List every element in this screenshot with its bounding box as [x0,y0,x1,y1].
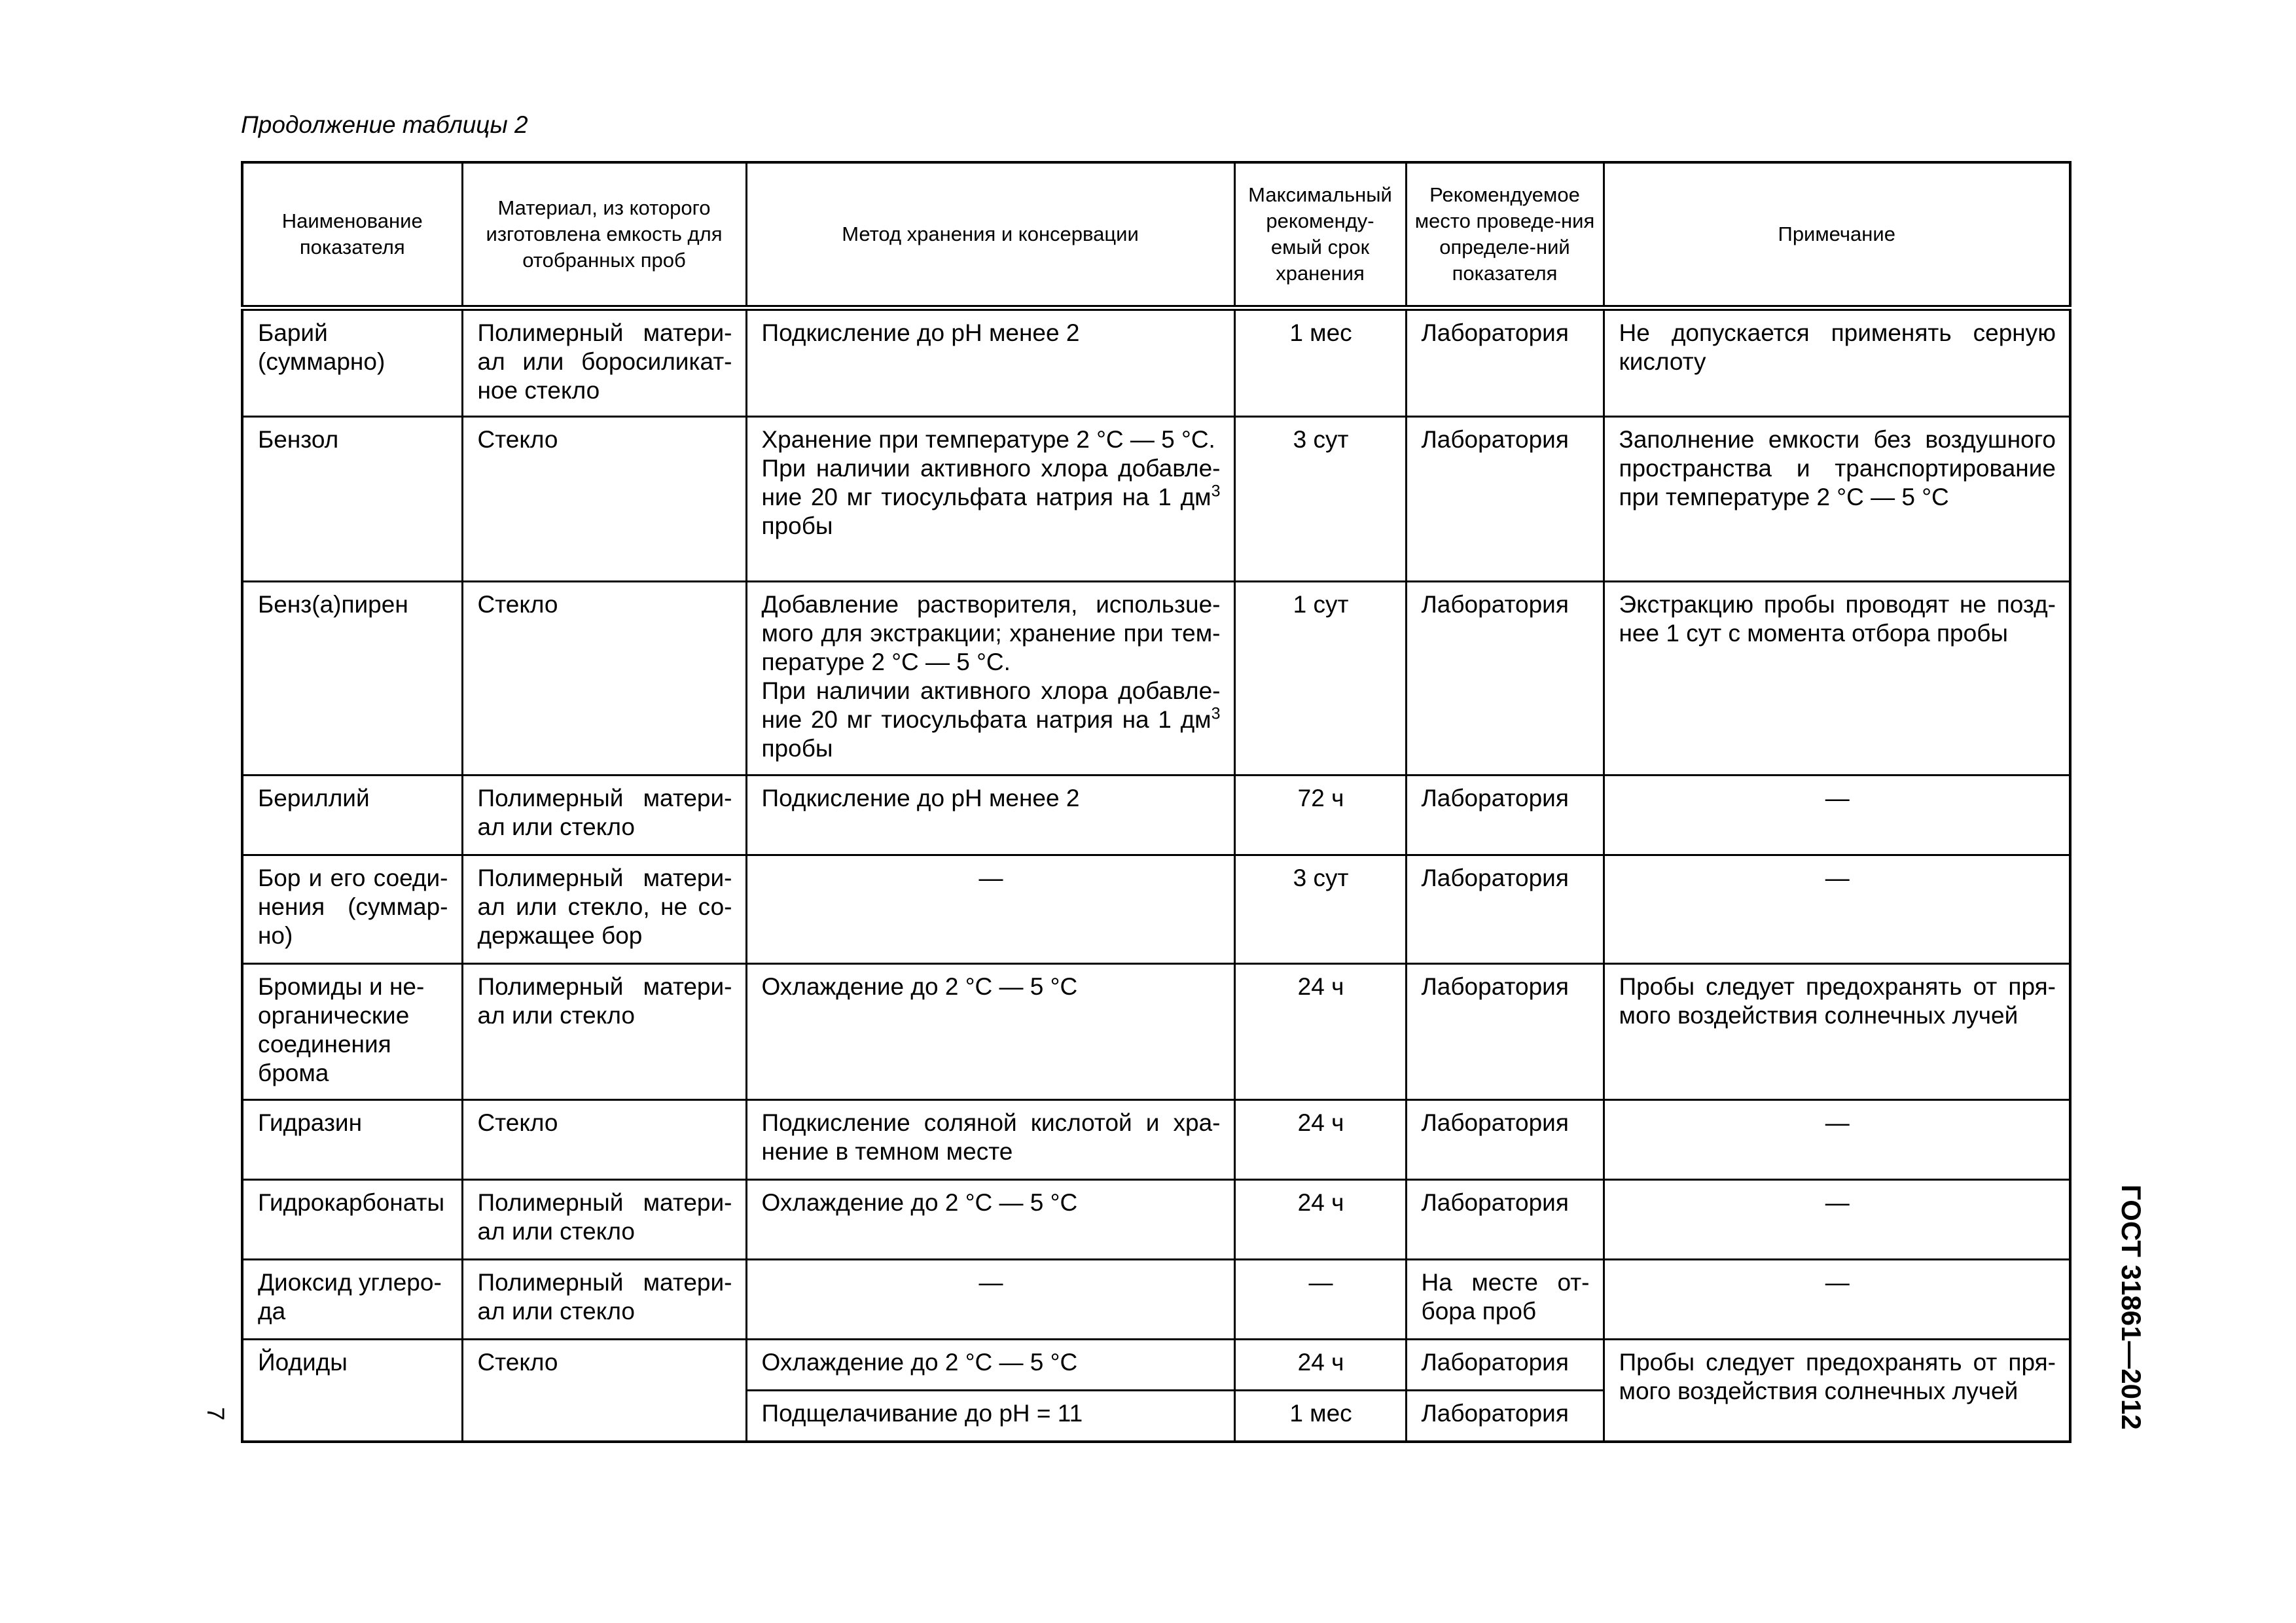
table-row [242,1180,2070,1260]
cell-place: Лаборатория [1406,1391,1604,1442]
cell-name: Бериллий [242,776,462,855]
cell-place: Лаборатория [1406,582,1604,776]
cell-material: Полимерный матери-ал или стекло, не со-держащее бор [462,855,746,964]
cell-method: Подкисление соляной кислотой и хра-нение в темном месте [746,1100,1234,1180]
cell-name: Гидрокарбонаты [242,1180,462,1260]
header-note: Примечание [1604,162,2070,308]
cell-name: Бензол [242,417,462,582]
table-row [242,417,2070,582]
cell-term: 24 ч [1234,1340,1406,1391]
cell-place: Лаборатория [1406,776,1604,855]
header-material: Материал, из которого изготовлена емкость для отобранных проб [462,162,746,308]
header-method: Метод хранения и консервации [746,162,1234,308]
table-row [242,964,2070,1100]
cell-material: Стекло [462,1340,746,1442]
cell-method: Охлаждение до 2 °С — 5 °С [746,964,1234,1100]
table-row [242,582,2070,776]
cell-note: Заполнение емкости без воздушного пространства и транспортирование при температуре 2 °С — 5 °С [1604,417,2070,582]
cell-note: — [1604,1180,2070,1260]
storage-table [241,161,2072,1443]
cell-method [746,582,1234,776]
cell-material: Полимерный матери-ал или боросиликат-ное стекло [462,308,746,417]
superscript: 3 [1211,482,1221,501]
cell-name: Барий (суммарно) [242,308,462,417]
cell-note: — [1604,1260,2070,1340]
method-paragraph: При наличии активного хлора добавле-ние 20 мг тиосульфата натрия на 1 $дм^3$ пробы [761,455,1221,539]
cell-place: Лаборатория [1406,1340,1604,1391]
cell-material: Стекло [462,582,746,776]
table-row [242,1340,2070,1391]
cell-term: 24 ч [1234,1180,1406,1260]
cell-place: Лаборатория [1406,964,1604,1100]
cell-method: — [746,855,1234,964]
cell-method: Охлаждение до 2 °С — 5 °С [746,1180,1234,1260]
header-place: Рекомендуемое место проведе-ния определе-ний показателя [1406,162,1604,308]
cell-method [746,417,1234,582]
method-paragraph: Хранение при температуре 2 °С — 5 °С. [761,426,1215,453]
cell-place: Лаборатория [1406,1180,1604,1260]
table-row [242,855,2070,964]
table-header-row [242,162,2070,308]
cell-place: Лаборатория [1406,1100,1604,1180]
cell-place: Лаборатория [1406,855,1604,964]
table-row [242,1260,2070,1340]
cell-name: Диоксид углеро-да [242,1260,462,1340]
cell-term: 3 сут [1234,417,1406,582]
table-row [242,308,2070,417]
cell-note: Пробы следует предохранять от пря-мого воздействия солнечных лучей [1604,964,2070,1100]
cell-note: — [1604,776,2070,855]
table-row [242,1100,2070,1180]
cell-material: Полимерный матери-ал или стекло [462,964,746,1100]
cell-note: Экстракцию пробы проводят не позд-нее 1 сут с момента отбора пробы [1604,582,2070,776]
cell-term: 24 ч [1234,964,1406,1100]
superscript: 3 [1211,704,1221,723]
cell-term: 1 мес [1234,308,1406,417]
header-max-term: Максимальный рекоменду-емый срок хранения [1234,162,1406,308]
cell-note: Пробы следует предохранять от пря-мого воздействия солнечных лучей [1604,1340,2070,1442]
cell-material: Полимерный матери-ал или стекло [462,1260,746,1340]
method-paragraph: При наличии активного хлора добавле-ние 20 мг тиосульфата натрия на 1 $дм^3$ пробы [761,677,1221,762]
cell-note: — [1604,1100,2070,1180]
cell-place: На месте от-бора проб [1406,1260,1604,1340]
cell-material: Стекло [462,417,746,582]
cell-method: Охлаждение до 2 °С — 5 °С [746,1340,1234,1391]
cell-note: Не допускается применять серную кислоту [1604,308,2070,417]
cell-place: Лаборатория [1406,417,1604,582]
cell-name: Гидразин [242,1100,462,1180]
table-container [241,161,2069,1443]
cell-material: Стекло [462,1100,746,1180]
cell-name: Бромиды и не-органические соединения брома [242,964,462,1100]
cell-material: Полимерный матери-ал или стекло [462,1180,746,1260]
table-caption: Продолжение таблицы 2 [241,111,528,138]
cell-name: Бенз(а)пирен [242,582,462,776]
cell-term: — [1234,1260,1406,1340]
cell-method: Подкисление до pH менее 2 [746,776,1234,855]
cell-place: Лаборатория [1406,308,1604,417]
cell-material: Полимерный матери-ал или стекло [462,776,746,855]
table-row [242,776,2070,855]
header-name: Наименование показателя [242,162,462,308]
cell-term: 72 ч [1234,776,1406,855]
cell-term: 1 мес [1234,1391,1406,1442]
cell-name: Бор и его соеди-нения (суммар-но) [242,855,462,964]
page-number: 7 [202,1407,229,1421]
cell-method: Подкисление до pH менее 2 [746,308,1234,417]
cell-note: — [1604,855,2070,964]
cell-name: Йодиды [242,1340,462,1442]
method-paragraph: Добавление растворителя, использue-мого для экстракции; хранение при тем-пературе 2 °С — 5 °С. [761,591,1221,675]
cell-term: 24 ч [1234,1100,1406,1180]
cell-method: — [746,1260,1234,1340]
standard-designation: ГОСТ 31861—2012 [2116,1185,2147,1430]
cell-term: 1 сут [1234,582,1406,776]
cell-method: Подщелачивание до pH = 11 [746,1391,1234,1442]
cell-term: 3 сут [1234,855,1406,964]
